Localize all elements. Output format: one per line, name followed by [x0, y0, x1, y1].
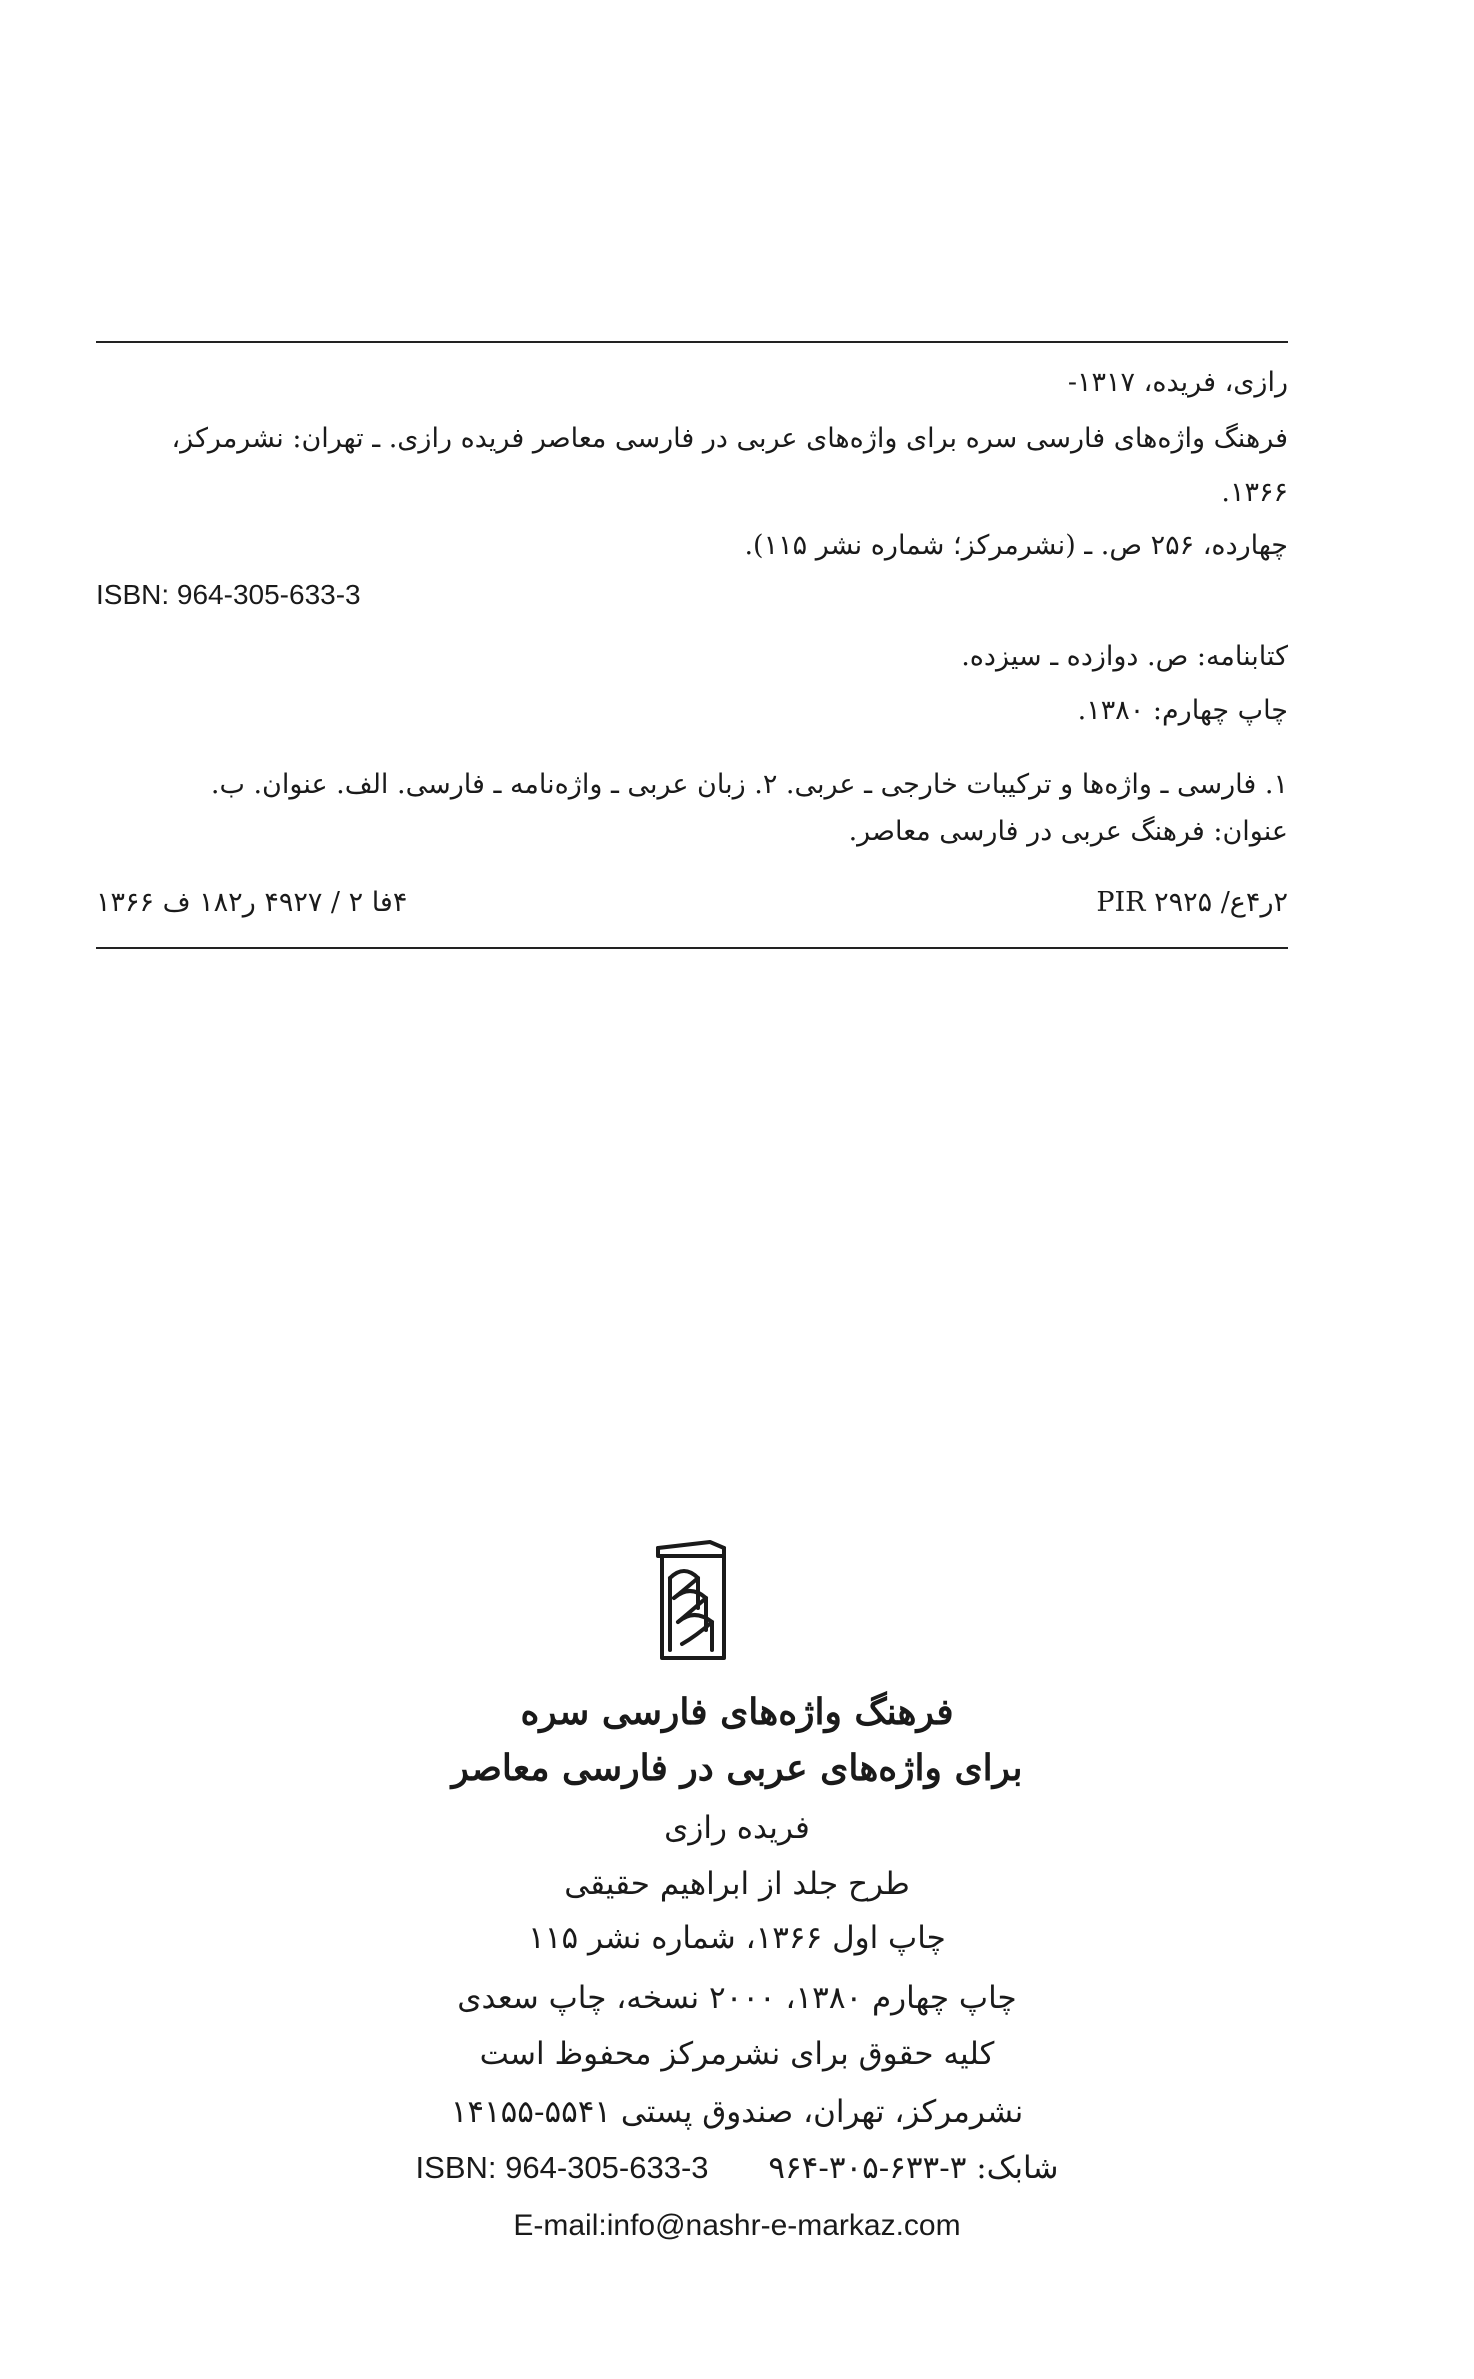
bottom-divider — [96, 947, 1288, 949]
book-title-line-1: فرهنگ واژه‌های فارسی سره — [520, 1691, 954, 1733]
book-title-line-2: برای واژه‌های عربی در فارسی معاصر — [451, 1747, 1023, 1789]
book-author: فریده رازی — [664, 1810, 810, 1846]
cip-bibliography-line: کتابنامه: ص. دوازده ـ سیزده. — [961, 641, 1288, 672]
publisher-email: E-mail:info@nashr-e-markaz.com — [513, 2209, 961, 2242]
cip-year-line: ۱۳۶۶. — [1221, 477, 1288, 508]
first-edition: چاپ اول ۱۳۶۶، شماره نشر ۱۱۵ — [528, 1920, 946, 1956]
colophon-shabak: شابک: ۳-۶۳۳-۳۰۵-۹۶۴ — [768, 2150, 1059, 2186]
dewey-classification: ۴فا ۲ / ۴۹۲۷ ر۱۸۲ ف ۱۳۶۶ — [96, 887, 408, 918]
rights-notice: کلیه حقوق برای نشرمرکز محفوظ است — [479, 2036, 995, 2072]
isbn-row — [0, 2146, 1474, 2190]
lc-classification: ۲ر۴ع/ ۲۹۲۵ PIR — [1096, 887, 1288, 918]
cover-designer: طرح جلد از ابراهیم حقیقی — [564, 1866, 910, 1902]
cip-edition-line: چاپ چهارم: ۱۳۸۰. — [1077, 695, 1288, 726]
cip-alt-title-line: عنوان: فرهنگ عربی در فارسی معاصر. — [848, 816, 1288, 847]
publisher-address: نشرمرکز، تهران، صندوق پستی ۵۵۴۱-۱۴۱۵۵ — [450, 2094, 1024, 2130]
classification-row — [96, 885, 1288, 921]
top-divider — [96, 341, 1288, 343]
publisher-logo-icon — [650, 1538, 732, 1666]
cip-pages-line: چهارده، ۲۵۶ ص. ـ (نشرمرکز؛ شماره نشر ۱۱۵). — [744, 530, 1288, 561]
cip-subjects-line: ۱. فارسی ـ واژه‌ها و ترکیبات خارجی ـ عربی. ۲. زبان عربی ـ واژه‌نامه ـ فارسی. الف. عنوان. ب. — [210, 769, 1288, 800]
cip-author-line: رازی، فریده، ۱۳۱۷- — [1067, 367, 1288, 398]
cip-title-line: فرهنگ واژه‌های فارسی سره برای واژه‌های عربی در فارسی معاصر فریده رازی. ـ تهران: نشرمرکز، — [171, 423, 1288, 454]
colophon-isbn: ISBN: 964-305-633-3 — [415, 2150, 709, 2185]
fourth-edition: چاپ چهارم ۱۳۸۰، ۲۰۰۰ نسخه، چاپ سعدی — [457, 1980, 1017, 2016]
cip-isbn: ISBN: 964-305-633-3 — [96, 579, 361, 610]
